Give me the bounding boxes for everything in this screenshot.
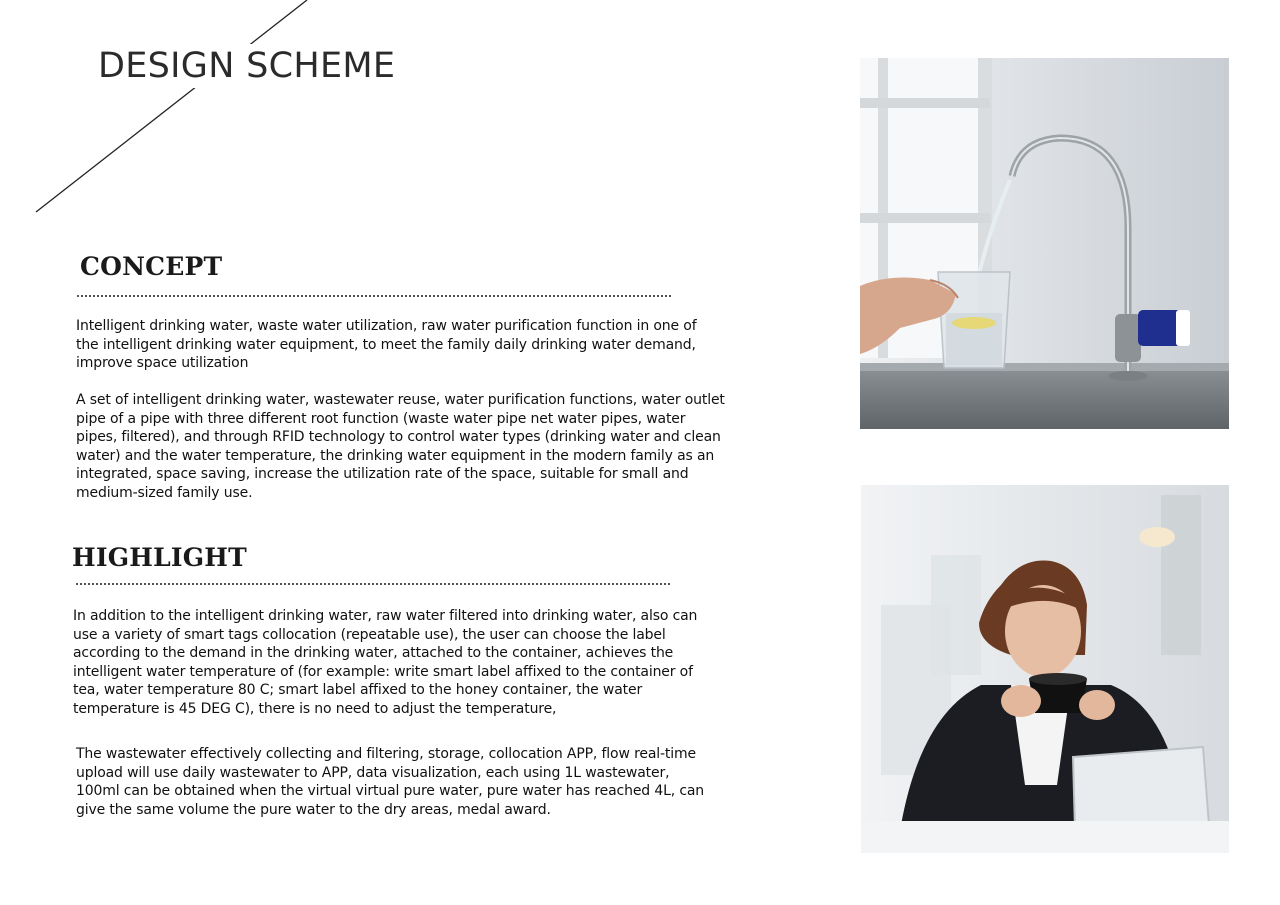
diagonal-decorative-line [0, 0, 320, 220]
highlight-paragraph-2: The wastewater effectively collecting and filtering, storage, collocation APP, flow real-time upload will use daily wastewater to APP, data visualization, each using 1L wastewater, 100ml can be obtained when the virtual virtual pure water, pure water has reached 4L, can give the same volume the pure water to the dry areas, medal award. [76, 746, 705, 818]
highlight-heading: HIGHLIGHT [72, 543, 247, 572]
concept-dotted-divider [77, 295, 671, 297]
highlight-paragraph-1: In addition to the intelligent drinking water, raw water filtered into drinking water, also can use a variety of smart tags collocation (repeatable use), the user can choose the label according to the demand in the drinking water, attached to the container, achieves the intelligent water temperature of (for example: write smart label affixed to the container of tea, water temperature 80 C; smart label affixed to the honey container, the water temperature is 45 DEG C), there is no need to adjust the temperature, [73, 608, 698, 717]
concept-paragraph-1: Intelligent drinking water, waste water utilization, raw water purification function in one of the intelligent drinking water equipment, to meet the family daily drinking water demand, improve space utilization [76, 318, 697, 372]
faucet-water-glass-photo [860, 58, 1229, 429]
woman-drinking-photo [861, 485, 1229, 853]
highlight-dotted-divider [76, 583, 670, 585]
page-title: DESIGN SCHEME [98, 44, 399, 88]
concept-paragraph-2: A set of intelligent drinking water, wastewater reuse, water purification functions, water outlet pipe of a pipe with three different root function (waste water pipe net water pipes, water pipes, filtered), and through RFID technology to control water types (drinking water and clean water) and the water temperature, the drinking water equipment in the modern family as an integrated, space saving, increase the utilization rate of the space, suitable for small and medium-sized family use. [76, 392, 725, 501]
concept-heading: CONCEPT [80, 252, 223, 281]
